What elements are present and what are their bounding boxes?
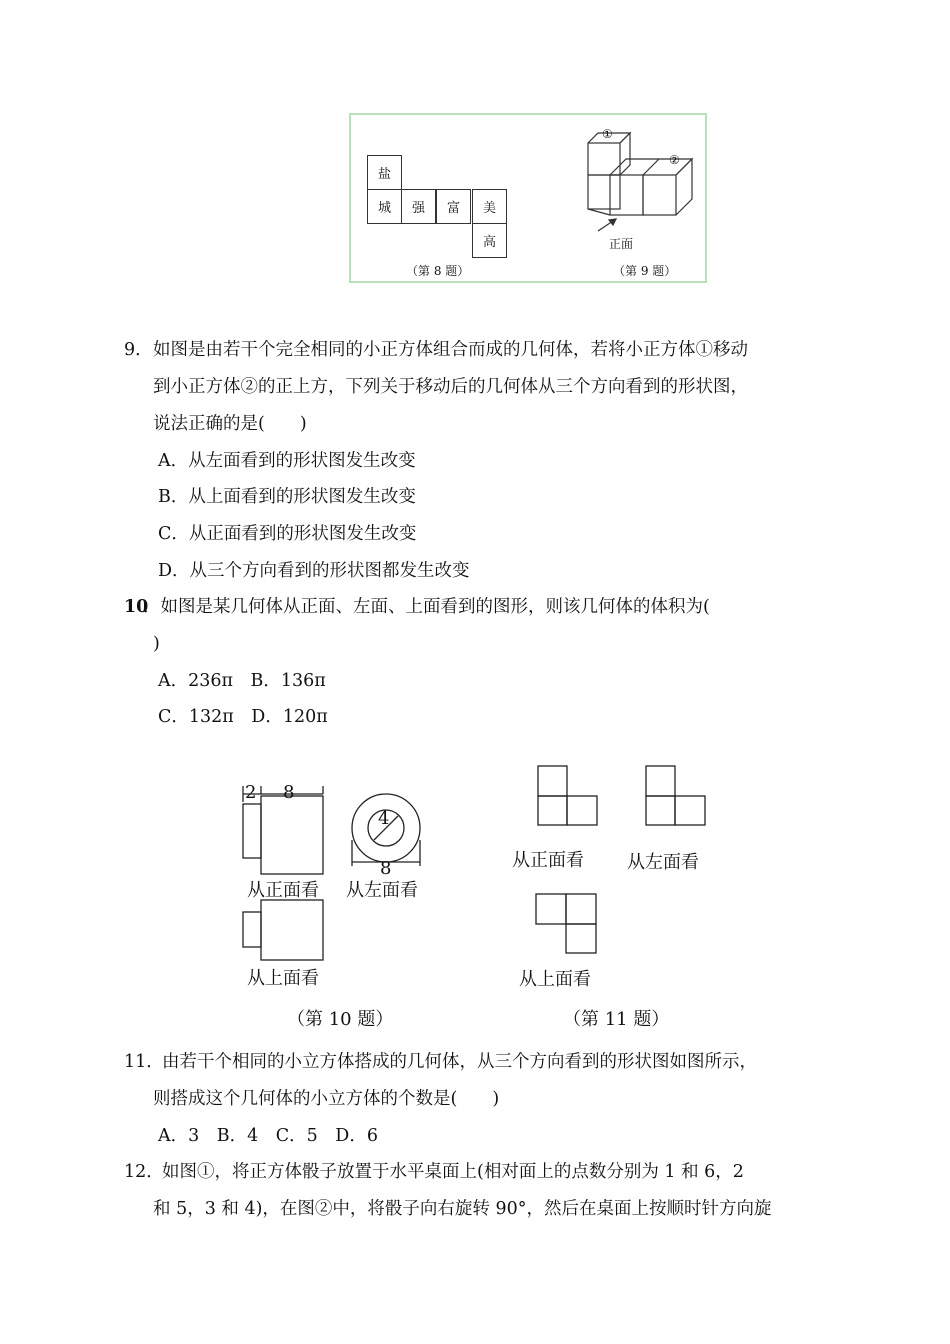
net-cell xyxy=(401,189,436,224)
q11-options: A．3 B．4 C．5 D．6 xyxy=(158,1126,378,1146)
net-cell xyxy=(436,189,471,224)
fig10-front-left-drawing xyxy=(236,780,436,890)
arrow-head xyxy=(609,219,616,225)
view-square xyxy=(646,796,675,825)
cube-side xyxy=(620,133,630,175)
net-cell xyxy=(367,155,402,190)
large-cylinder-front xyxy=(261,796,323,874)
net-cell xyxy=(367,189,402,224)
view-square xyxy=(536,894,566,924)
q9-line: 说法正确的是( ) xyxy=(153,414,307,434)
small-cylinder-top xyxy=(243,912,261,947)
cube-face xyxy=(588,175,620,209)
dim-8-top: 8 xyxy=(283,782,295,803)
q10-stem: ．如图是某几何体从正面、左面、上面看到的图形，则该几何体的体积为( xyxy=(143,597,710,617)
cube-face xyxy=(643,175,676,215)
q10-stem-end: ) xyxy=(153,634,160,654)
large-cylinder-top xyxy=(261,900,323,960)
q11-line: 由若干个相同的小立方体搭成的几何体，从三个方向看到的形状图如图所示， xyxy=(162,1052,757,1072)
net-cell xyxy=(472,223,507,258)
q10-number: 10 xyxy=(124,597,149,617)
fig9-drawing xyxy=(576,123,706,258)
dim-8-bottom: 8 xyxy=(380,858,392,879)
q11-number: 11． xyxy=(124,1052,164,1072)
fig11-front-view-label: 从正面看 xyxy=(512,850,584,871)
q9-option: C．从正面看到的形状图发生改变 xyxy=(158,524,417,544)
q11-line: 则搭成这个几何体的小立方体的个数是( ) xyxy=(153,1089,500,1109)
cube-edge xyxy=(643,159,659,175)
fig10-left-view-label: 从左面看 xyxy=(346,880,418,901)
net-cell xyxy=(472,189,507,224)
q12-line: 和 5，3 和 4)，在图②中，将骰子向右旋转 90°，然后在桌面上按顺时针方向旋 xyxy=(153,1199,772,1219)
net-cell-label: 城 xyxy=(377,201,391,216)
q9-option: A．从左面看到的形状图发生改变 xyxy=(158,451,416,471)
fig11-left-view-label: 从左面看 xyxy=(627,852,699,873)
fig11-caption: （第 11 题） xyxy=(563,1009,670,1030)
fig10-front-view-label: 从正面看 xyxy=(247,880,319,901)
small-cylinder-front xyxy=(243,804,261,858)
fig10-top-drawing xyxy=(236,892,336,964)
q9-option: D．从三个方向看到的形状图都发生改变 xyxy=(158,561,470,581)
q10-options: C．132π D．120π xyxy=(158,707,328,727)
cube-side xyxy=(676,159,692,215)
fig10-top-view-label: 从上面看 xyxy=(247,968,319,989)
view-square xyxy=(567,796,597,825)
q12-line: 如图①，将正方体骰子放置于水平桌面上(相对面上的点数分别为 1 和 6，2 xyxy=(162,1162,744,1182)
view-square xyxy=(538,796,567,825)
view-square xyxy=(566,924,596,953)
net-cell-label: 美 xyxy=(482,201,496,216)
q10-options: A．236π B．136π xyxy=(158,671,326,691)
net-cell-label: 强 xyxy=(411,201,425,216)
view-square xyxy=(566,894,596,924)
q9-number: 9． xyxy=(124,340,153,360)
q9-line: 如图是由若干个完全相同的小正方体组合而成的几何体，若将小正方体①移动 xyxy=(153,340,748,360)
fig10-caption: （第 10 题） xyxy=(287,1009,394,1030)
fig8-caption: （第 8 题） xyxy=(406,264,470,278)
front-label: 正面 xyxy=(609,237,634,251)
dim-2: 2 xyxy=(245,782,257,803)
view-square xyxy=(646,766,675,796)
cube-edge xyxy=(588,209,610,215)
q9-line: 到小正方体②的正上方，下列关于移动后的几何体从三个方向看到的形状图， xyxy=(153,377,748,397)
net-cell-label: 富 xyxy=(446,201,460,216)
view-square xyxy=(538,766,567,796)
cube-label-2: ② xyxy=(669,153,680,167)
fig9-caption: （第 9 题） xyxy=(613,264,677,278)
fig11-top-view-label: 从上面看 xyxy=(519,969,591,990)
cube-label-1: ① xyxy=(602,127,613,141)
dim-4: 4 xyxy=(378,808,390,829)
q12-number: 12． xyxy=(124,1162,164,1182)
view-square xyxy=(675,796,705,825)
net-cell-label: 盐 xyxy=(377,167,391,182)
net-cell-label: 高 xyxy=(482,235,496,250)
q9-option: B．从上面看到的形状图发生改变 xyxy=(158,487,416,507)
figure-8-9-panel xyxy=(349,113,707,283)
